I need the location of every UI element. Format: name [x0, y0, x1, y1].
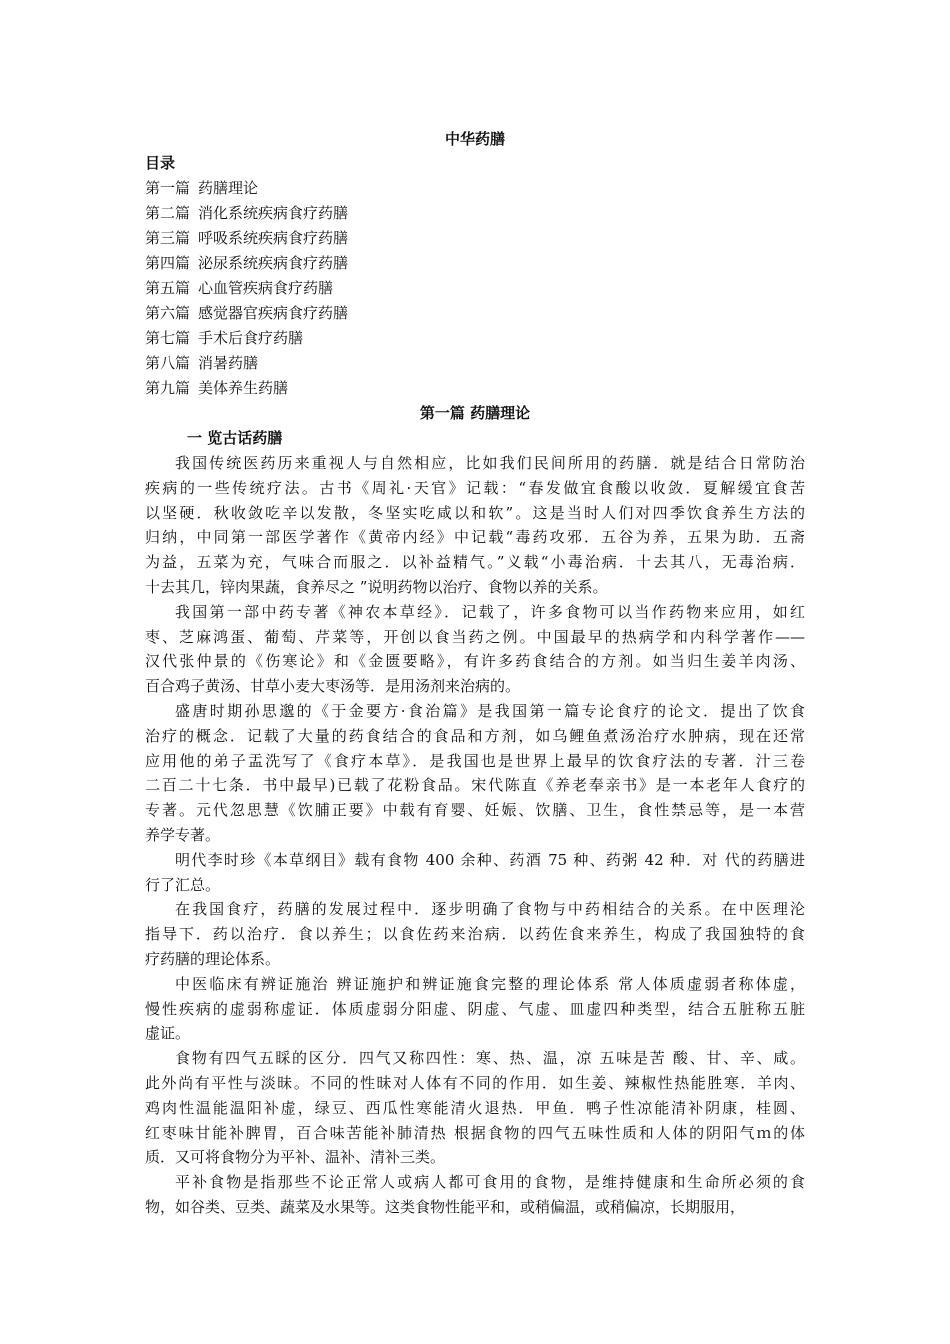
paragraph-line: 以坚硬．秋收敛吃辛以发散，冬坚实吃咸以和软”。这是当时人们对四季饮食养生方法的 — [145, 503, 805, 522]
toc-item-number: 第三篇 — [145, 229, 191, 247]
section-title: 一 览古话药膳 — [187, 429, 283, 447]
paragraph-line: 十去其几，锌肉果蔬，食养尽之 ”说明药物以治疗、食物以养的关系。 — [145, 577, 608, 596]
toc-item — [145, 276, 348, 301]
paragraph-line: 在我国食疗，药膳的发展过程中．逐步明确了食物与中药相结合的关系。在中医理沦 — [175, 900, 805, 919]
paragraph — [145, 897, 805, 971]
paragraph-line: 中医临床有辨证施治 辨证施护和辨证施食完整的理论体系 常人体质虚弱者称体虚， — [175, 974, 805, 993]
toc-item-number: 第四篇 — [145, 254, 191, 272]
paragraph-line: 应用他的弟子盂洗写了《食疗本草》．是我国也是世界上最早的饮食疗法的专著．汁三卷 — [145, 751, 805, 770]
paragraph-line: 指导下．药以治疗．食以养生；以食佐药来治病．以药佐食来养生，构成了我国独特的食 — [145, 925, 805, 944]
toc-item — [145, 251, 348, 276]
paragraph — [145, 848, 805, 898]
toc-item-number: 第二篇 — [145, 204, 191, 222]
paragraph-line: 慢性疾病的虚弱称虚证．体质虚弱分阳虚、阴虚、气虚、皿虚四种类型，结合五脏称五脏 — [145, 999, 805, 1018]
toc-item-label: 消化系统疾病食疗药膳 — [198, 204, 349, 222]
paragraph-line: 我国第一部中药专著《神农本草经》．记载了，许多食物可以当作药物来应用，如红 — [175, 602, 805, 621]
paragraph-line: 治疗的概念．记载了大量的药食结合的食品和方剂，如乌鲤鱼煮汤治疗水肿病，现在还常 — [145, 726, 805, 745]
paragraph-line: 物，如谷类、豆类、蔬菜及水果等。这类食物性能平和，或稍偏温，或稍偏凉，长期服用， — [145, 1197, 746, 1216]
toc-item-number: 第八篇 — [145, 354, 191, 372]
body-text — [145, 451, 805, 1220]
toc-item-number: 第一篇 — [145, 179, 191, 197]
toc-item-label: 手术后食疗药膳 — [198, 329, 304, 347]
paragraph-line: 质．又可将食物分为平补、温补、清补三类。 — [145, 1148, 446, 1167]
paragraph-line: 疗药膳的理论体系。 — [145, 949, 281, 968]
toc-item-label: 心血管疾病食疗药膳 — [198, 279, 334, 297]
toc-item-number: 第七篇 — [145, 329, 191, 347]
toc-item-label: 药膳理论 — [198, 179, 259, 197]
paragraph-line: 平补食物是指那些不论正常人或病人都可食用的食物，是维持健康和生命所必须的食 — [175, 1173, 805, 1192]
paragraph-line: 红枣味甘能补脾胃，百合味苦能补肺清热 根据食物的四气五味性质和人体的阴阳气ｍ的体 — [145, 1123, 805, 1142]
paragraph-line: 为益，五菜为充，气味合而服之．以补益精气。”义载“小毒治病．十去其八，无毒治病． — [145, 553, 805, 572]
document-title: 中华药膳 — [444, 130, 505, 148]
toc-item-label: 泌尿系统疾病食疗药膳 — [198, 254, 349, 272]
toc-item-label: 呼吸系统疾病食疗药膳 — [198, 229, 349, 247]
paragraph-line: 明代李时珍《本草纲目》载有食物 400 余种、药酒 75 种、药粥 42 种．对 代的药膳进 — [175, 850, 805, 869]
paragraph-line: 我国传统医药历来重视人与自然相应，比如我们民间所用的药膳．就是结合日常防治 — [175, 454, 805, 472]
paragraph-line: 鸡肉性温能温阳补虚，绿豆、西瓜性寒能清火退热．甲鱼．鸭子性凉能清补阴康，桂圆、 — [145, 1098, 805, 1117]
paragraph-line: 汉代张仲景的《伤寒论》和《金匮要略》，有许多药食结合的方剂。如当归生姜羊肉汤、 — [145, 652, 805, 671]
paragraph-line: 百合鸡子黄汤、甘草小麦大枣汤等．是用汤剂来治病的。 — [145, 677, 521, 696]
paragraph — [145, 1046, 805, 1170]
table-of-contents — [145, 176, 348, 401]
toc-item-label: 消暑药膳 — [198, 354, 259, 372]
paragraph — [145, 699, 805, 848]
paragraph-line: 盛唐时期孙思邈的《于金要方·食治篇》是我国第一篇专论食疗的论文．提出了饮食 — [175, 701, 805, 720]
toc-item — [145, 376, 348, 401]
toc-item — [145, 326, 348, 351]
toc-item-number: 第五篇 — [145, 279, 191, 297]
paragraph-line: 食物有四气五睬的区分．四气又称四性：寒、热、温，凉 五味是苦 酸、甘、辛、咸。 — [175, 1049, 805, 1068]
paragraph-line: 疾病的一些传统疗法。古书《周礼·天官》记载：“春发做宜食酸以收敛．夏解缓宜食苦 — [145, 478, 805, 497]
paragraph — [145, 972, 805, 1046]
paragraph — [145, 1170, 805, 1220]
toc-item — [145, 301, 348, 326]
toc-item — [145, 226, 348, 251]
paragraph-line: 虚证。 — [145, 1024, 191, 1043]
toc-item — [145, 201, 348, 226]
paragraph — [145, 600, 805, 699]
paragraph-line: 此外尚有平性与淡昧。不同的性昧对人体有不同的作用．如生姜、辣椒性热能胜寒．羊肉、 — [145, 1073, 805, 1092]
toc-item — [145, 176, 348, 201]
toc-item-number: 第九篇 — [145, 379, 191, 397]
paragraph-line: 枣、芝麻鸿蛋、葡萄、芹菜等，开创以食当药之例。中国最早的热病学和内科学著作—— — [145, 627, 805, 646]
toc-item-label: 感觉器官疾病食疗药膳 — [198, 304, 349, 322]
toc-item-number: 第六篇 — [145, 304, 191, 322]
paragraph — [145, 451, 805, 600]
paragraph-line: 二百二十七条．书中最早)已载了花粉食品。宋代陈直《养老奉亲书》是一本老年人食疗的 — [145, 776, 805, 795]
paragraph-line: 专著。元代忽思慧《饮脯正要》中载有育婴、妊娠、饮膳、卫生，食性禁忌等，是一本营 — [145, 801, 805, 820]
toc-heading: 目录 — [145, 154, 176, 172]
toc-item — [145, 351, 348, 376]
toc-item-label: 美体养生药膳 — [198, 379, 289, 397]
paragraph-line: 养学专著。 — [145, 825, 221, 844]
paragraph-line: 归纳，中同第一部医学著作《黄帝内经》中记载“毒药攻邪．五谷为养，五果为助．五斋 — [145, 528, 805, 547]
part-title: 第一篇 药膳理论 — [419, 404, 531, 422]
paragraph-line: 行了汇总。 — [145, 875, 221, 894]
